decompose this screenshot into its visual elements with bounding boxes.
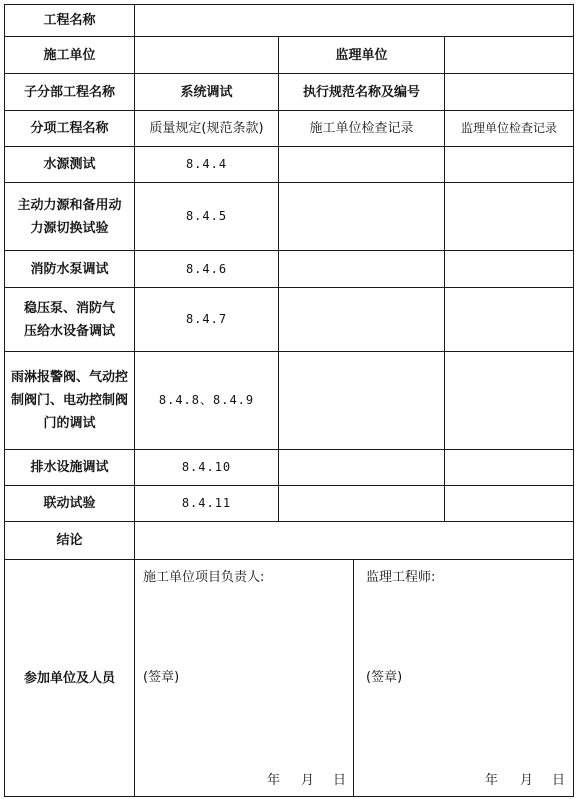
table-row-clause: 8.4.8、8.4.9 [134,351,279,450]
project-name-value [134,4,574,37]
table-row-item: 稳压泵、消防气压给水设备调试 [4,287,135,352]
project-name-label: 工程名称 [4,4,135,37]
table-row-item: 雨淋报警阀、气动控制阀门、电动控制阀门的调试 [4,351,135,450]
construction-sign-year: 年 [267,773,281,788]
construction-sign-block [134,559,354,797]
supervision-record-cell [444,250,574,288]
supervisor-sign-year: 年 [485,773,499,788]
construction-unit-label: 施工单位 [4,36,135,74]
construction-record-cell [278,287,445,352]
table-row-item: 消防水泵调试 [4,250,135,288]
conclusion-label: 结论 [4,521,135,560]
supervision-unit-label: 监理单位 [278,36,445,74]
supervisor-sign-month: 月 [520,773,534,788]
construction-sign-title: 施工单位项目负责人: [143,570,265,585]
table-row-clause: 8.4.7 [134,287,279,352]
construction-sign-month: 月 [301,773,315,788]
conclusion-value [134,521,574,560]
table-row-item: 水源测试 [4,146,135,183]
supervisor-sign-day: 日 [552,773,566,788]
table-row-item: 联动试验 [4,485,135,522]
supervision-record-cell [444,485,574,522]
column-header-rule: 质量规定(规范条款) [134,110,279,147]
supervision-record-cell [444,182,574,251]
sub-project-value: 系统调试 [134,73,279,111]
construction-record-cell [278,351,445,450]
construction-sign-day: 日 [333,773,347,788]
table-row-clause: 8.4.11 [134,485,279,522]
construction-record-cell [278,250,445,288]
construction-sign-stamp: (签章) [143,670,180,685]
sub-project-label: 子分部工程名称 [4,73,135,111]
participants-label: 参加单位及人员 [4,559,135,797]
table-row-clause: 8.4.6 [134,250,279,288]
column-header-construction-record: 施工单位检查记录 [278,110,445,147]
standard-label: 执行规范名称及编号 [278,73,445,111]
supervision-record-cell [444,146,574,183]
construction-record-cell [278,485,445,522]
column-header-item: 分项工程名称 [4,110,135,147]
construction-record-cell [278,146,445,183]
construction-record-cell [278,449,445,486]
table-row-clause: 8.4.4 [134,146,279,183]
table-row-clause: 8.4.5 [134,182,279,251]
construction-unit-value [134,36,279,74]
construction-record-cell [278,182,445,251]
table-row-item: 主动力源和备用动力源切换试验 [4,182,135,251]
supervision-record-cell [444,287,574,352]
standard-value [444,73,574,111]
supervisor-sign-title: 监理工程师: [366,570,436,585]
supervision-record-cell [444,449,574,486]
table-row-item: 排水设施调试 [4,449,135,486]
supervisor-sign-block [353,559,574,797]
supervision-unit-value [444,36,574,74]
supervision-record-cell [444,351,574,450]
supervisor-sign-stamp: (签章) [366,670,403,685]
column-header-supervision-record: 监理单位检查记录 [444,110,574,147]
table-row-clause: 8.4.10 [134,449,279,486]
